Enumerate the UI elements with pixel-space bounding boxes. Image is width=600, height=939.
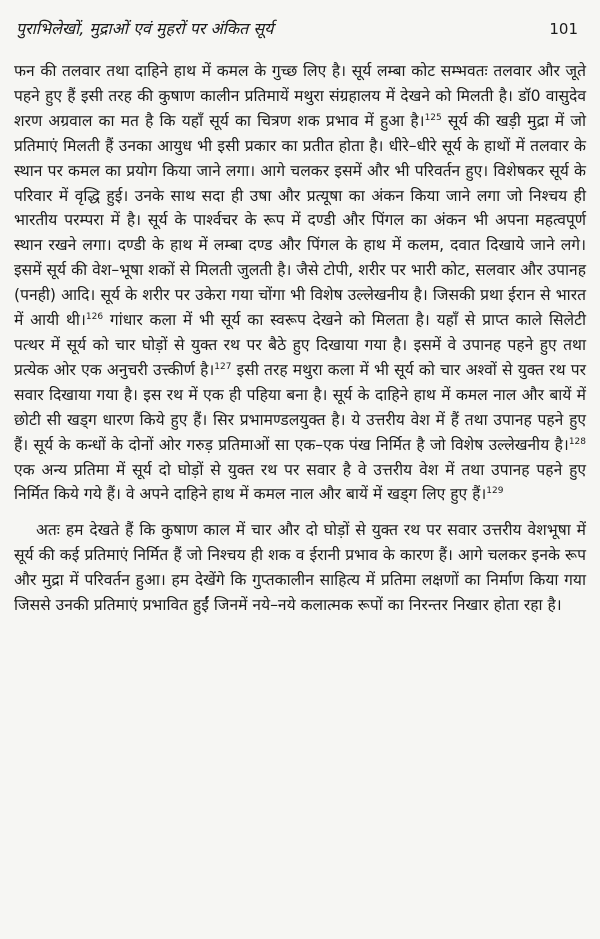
paragraph-1-sentence-2: सूर्य की खड़ी मुद्रा में जो प्रतिमाएं मिलती हैं उनका आयुध भी इसी प्रकार का प्रतीत होता है। धीरे–धीरे सूर्य के हाथों में तलवार के स्थान पर कमल का प्रयोग किया जाने लगा। आगे चलकर इसमें और भी परिवर्तन हुए। विशेषकर सूर्य के परिवार में वृद्धि हुई। उनके साथ सदा ही उषा और प्रत्यूषा का अंकन किया जाने लगा जो निश्चय ही भारतीय परम्परा में है। सूर्य के पार्श्वचर के रूप में दण्डी और पिंगल का अंकन भी अपना महत्वपूर्ण स्थान रखने लगा। दण्डी के हाथ में लम्बा दण्ड और पिंगल के हाथ में कलम, दवात दिखाये जाने लगे। इसमें सूर्य की वेश–भूषा शकों से मिलती जुलती है। जैसे टोपी, शरीर पर भारी कोट, सलवार और उपानह (पनही) आदि। सूर्य के शरीर पर उकेरा गया चोंगा भी विशेष उल्लेखनीय है। जिसकी प्रथा ईरान से भारत में आयी थी। xyxy=(14,111,587,330)
paragraph-2: अतः हम देखते हैं कि कुषाण काल में चार और दो घोड़ों से युक्त रथ पर सवार उत्तरीय वेशभूषा में सूर्य की कई प्रतिमाएं निर्मित हैं जो निश्चय ही शक व ईरानी प्रभाव के कारण हैं। आगे चलकर इनके रूप और मुद्रा में परिवर्तन हुआ। हम देखेंगे कि गुप्तकालीन साहित्य में प्रतिमा लक्षणों का निर्माण किया गया जिससे उनकी प्रतिमाएं प्रभावित हुईं जिनमें नये–नये कलात्मक रूपों का निरन्तर निखार होता रहा है। xyxy=(14,521,586,615)
footnote-marker-127: 127 xyxy=(214,361,232,372)
paragraph-1-sentence-5: एक अन्य प्रतिमा में सूर्य दो घोड़ों से युक्त रथ पर सवार है वे उत्तरीय वेश में तथा उपानह पहने हुए निर्मित किये गये हैं। वे अपने दाहिने हाथ में कमल नाल और बायें में खड्ग लिए हुए हैं। xyxy=(14,460,586,504)
body-text xyxy=(14,59,586,618)
page-number: 101 xyxy=(549,20,578,38)
paragraph-1-sentence-4: इसी तरह मथुरा कला में भी सूर्य को चार अश्वों से युक्त रथ पर सवार दिखाया गया है। इस रथ में एक ही पहिया बना है। सूर्य के दाहिने हाथ में कमल नाल और बायें में छोटी सी खड्ग धारण किये हुए हैं। सिर प्रभामण्डलयुक्त है। ये उत्तरीय वेश में हैं तथा उपानह पहने हुए हैं। सूर्य के कन्धों के दोनों ओर गरुड़ प्रतिमाओं सा एक–एक पंख निर्मित है जो विशेष उल्लेखनीय है। xyxy=(14,360,586,454)
footnote-marker-126: 126 xyxy=(85,311,104,322)
footnote-marker-125: 125 xyxy=(424,112,442,123)
running-header xyxy=(14,18,586,40)
running-title: पुराभिलेखों, मुद्राओं एवं मुहरों पर अंकित सूर्य xyxy=(16,19,274,38)
paragraph-1 xyxy=(14,59,586,507)
footnote-marker-128: 128 xyxy=(568,436,586,447)
footnote-marker-129: 129 xyxy=(486,486,504,497)
paragraph-1-sentence-3: गांधार कला में भी सूर्य का स्वरूप देखने को मिलता है। यहाँ से प्राप्त काले सिलेटी पत्थर में सूर्य को चार घोड़ों से युक्त रथ पर बैठे हुए दिखाया गया है। इसमें वे उपानह पहने हुए तथा प्रत्येक ओर एक अनुचरी उत्त्कीर्ण है। xyxy=(14,311,586,379)
paragraph-1-sentence-1: फन की तलवार तथा दाहिने हाथ में कमल के गुच्छ लिए है। सूर्य लम्बा कोट सम्भवतः तलवार और जूते पहने हुए हैं इसी तरह की कुषाण कालीन प्रतिमायें मथुरा संग्रहालय में देखने को मिलती है। डॉ0 वासुदेव शरण अग्रवाल का मत है कि यहाँ सूर्य का चित्रण शक प्रभाव में हुआ है। xyxy=(14,62,586,130)
